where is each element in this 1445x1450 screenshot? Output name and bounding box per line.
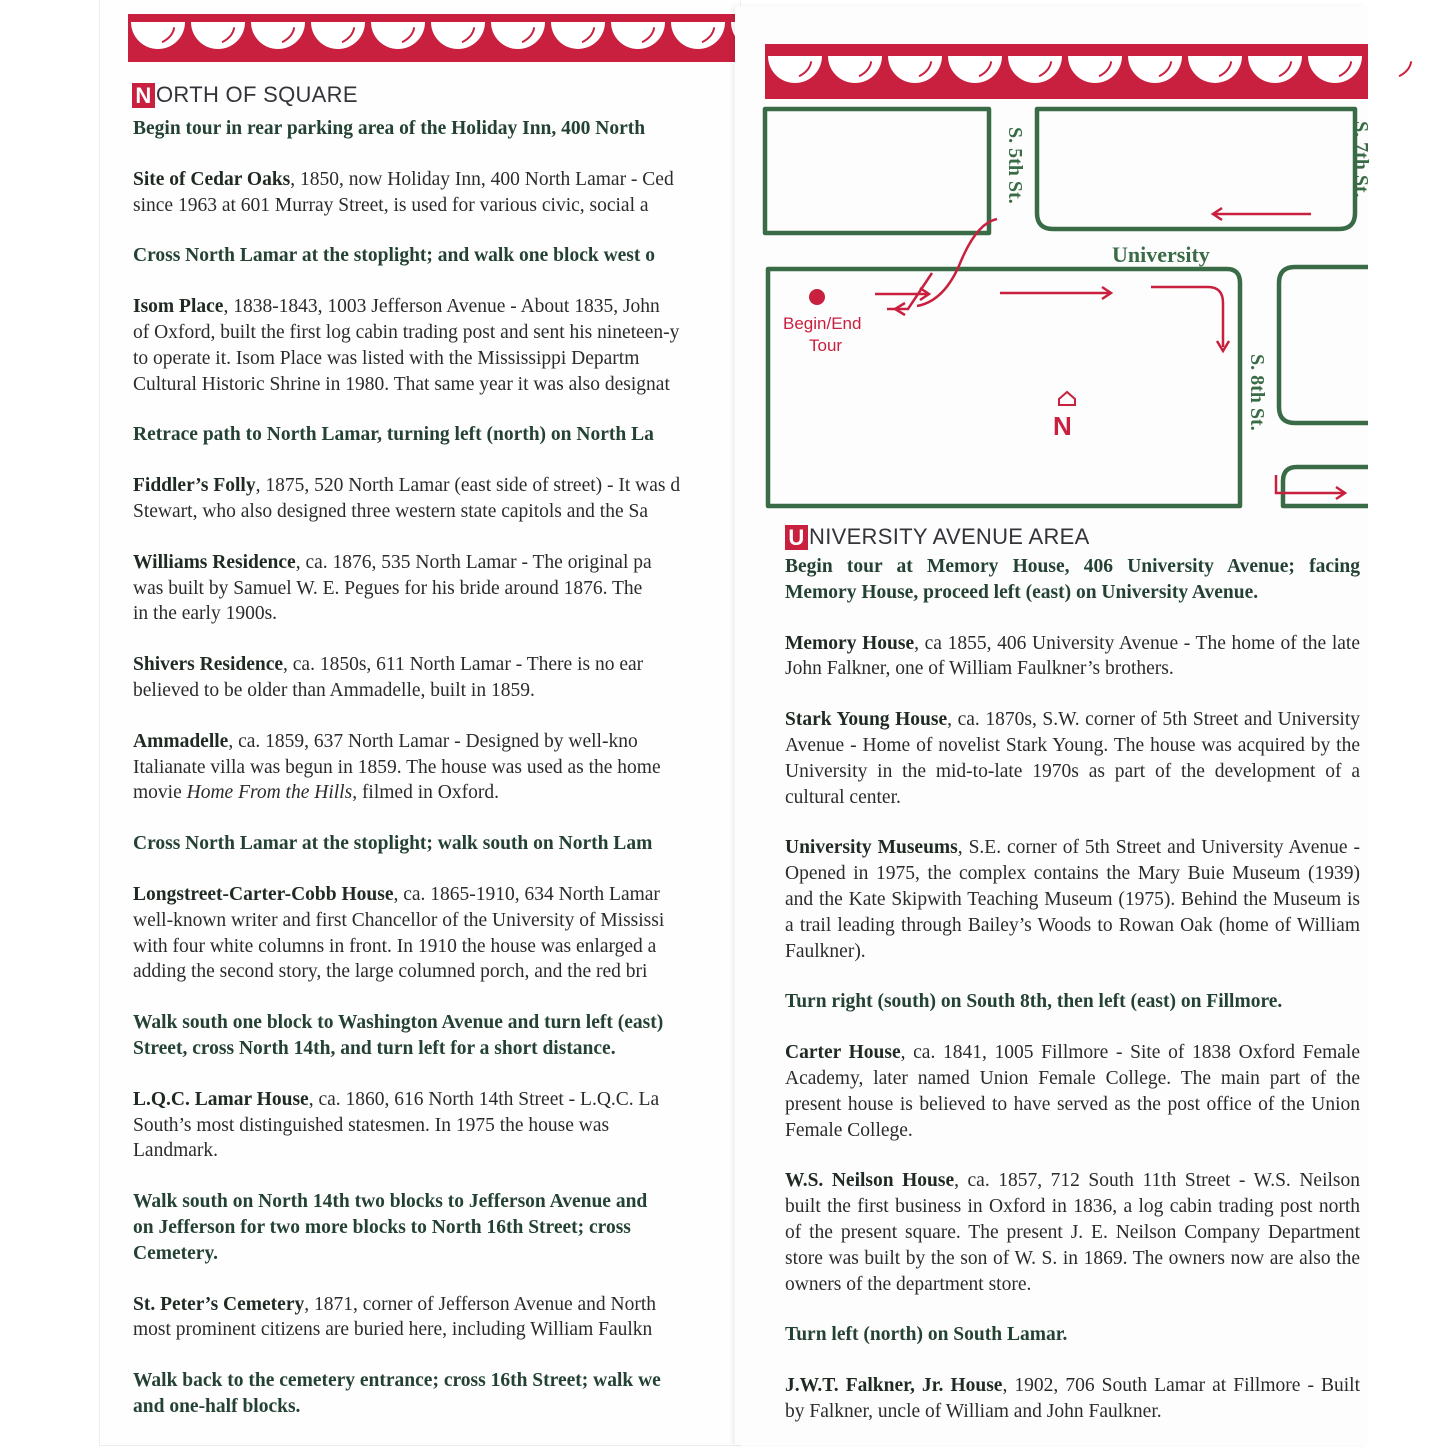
entry-text: , ca. 1865-1910, 634 North Lamar	[393, 883, 660, 905]
entry-text: on Jefferson for two more blocks to North 16th Street; cross	[133, 1216, 631, 1238]
entry-text: South’s most distinguished statesmen. In 1975 the house was	[133, 1114, 610, 1136]
map-block-n	[1037, 109, 1355, 229]
section-title-university-avenue	[785, 524, 1090, 550]
entry-text: believed to be older than Ammadelle, built in 1859.	[133, 679, 535, 701]
entry-text: Cultural Historic Shrine in 1980. That same year it was also designat	[133, 373, 670, 395]
entry-text: Begin tour at Memory House, 406 University Avenue; facing Memory House, proceed left (east) on University Avenue.	[785, 556, 1360, 603]
tour-direction	[133, 243, 753, 269]
site-name: W.S. Neilson House	[785, 1170, 955, 1192]
site-name: Site of Cedar Oaks	[133, 168, 291, 190]
tour-direction	[785, 1322, 1360, 1348]
entry-text: , 1838-1843, 1003 Jefferson Avenue - About 1835, John	[223, 296, 660, 318]
entry-text: since 1963 at 601 Murray Street, is used for various civic, social a	[133, 194, 649, 216]
map-block-sw	[768, 269, 1240, 506]
entry-text: Walk south on North 14th two blocks to Jefferson Avenue and	[133, 1191, 648, 1213]
site-entry	[785, 1040, 1360, 1143]
section-initial: N	[132, 83, 155, 108]
begin-end-label: Begin/End	[783, 314, 862, 333]
site-name: St. Peter’s Cemetery	[133, 1293, 305, 1315]
entry-text: , 1902, 706 South Lamar at Fillmore - Built by Falkner, uncle of William and John Faulkner.	[785, 1375, 1361, 1422]
site-name: Longstreet-Carter-Cobb House	[133, 883, 394, 905]
map-block-e	[1279, 267, 1368, 283]
tour-direction	[133, 1368, 753, 1420]
site-entry	[785, 631, 1360, 683]
left-page	[100, 0, 740, 1445]
movie-title: Home From the Hills	[186, 782, 353, 804]
site-name: J.W.T. Falkner, Jr. House	[785, 1375, 1003, 1397]
entry-text: Turn left (north) on South Lamar.	[785, 1324, 1068, 1346]
site-entry	[785, 835, 1360, 964]
site-entry	[785, 1373, 1360, 1425]
entry-text: Begin tour in rear parking area of the Holiday Inn, 400 North	[133, 118, 646, 139]
tour-direction	[133, 1189, 753, 1266]
entry-text: , 1875, 520 North Lamar (east side of street) - It was d	[255, 475, 681, 497]
site-entry	[133, 294, 753, 397]
right-page	[735, 6, 1372, 1445]
street-label-5th: S. 5th St.	[1004, 127, 1026, 204]
site-name: Ammadelle	[133, 730, 229, 752]
site-name: Memory House	[785, 632, 915, 654]
entry-text: Turn right (south) on South 8th, then left (east) on Fillmore.	[785, 991, 1283, 1013]
street-label-university: University	[1112, 242, 1210, 267]
entry-text: Walk south one block to Washington Avenue and turn left (east)	[133, 1012, 664, 1034]
entry-text: to operate it. Isom Place was listed with the Mississippi Departm	[133, 347, 640, 369]
street-label-8th: S. 8th St.	[1246, 354, 1268, 431]
site-name: Williams Residence	[133, 551, 296, 573]
scallop-border-top-left	[128, 14, 738, 62]
entry-text: Cross North Lamar at the stoplight; and walk one block west o	[133, 245, 656, 267]
site-name: Stark Young House	[785, 709, 948, 731]
entry-text: Italianate villa was begun in 1859. The house was used as the home	[133, 756, 661, 778]
north-label: N	[1053, 411, 1072, 441]
site-name: Carter House	[785, 1042, 901, 1064]
site-entry	[133, 882, 753, 985]
entry-text: Retrace path to North Lamar, turning left (north) on North La	[133, 424, 654, 446]
entry-text: well-known writer and first Chancellor of the University of Mississi	[133, 909, 665, 931]
entry-text: , filmed in Oxford.	[352, 782, 499, 804]
north-arrow-icon	[1059, 392, 1075, 405]
entry-text: , ca 1855, 406 University Avenue - The home of the late John Falkner, one of William Faulkner’s brothers.	[785, 632, 1361, 680]
entry-text: , ca. 1859, 637 North Lamar - Designed by well-kno	[228, 730, 638, 752]
route-turn-south	[1151, 287, 1223, 347]
entry-text: Walk back to the cemetery entrance; cross 16th Street; walk we	[133, 1370, 661, 1392]
entry-text: Street, cross North 14th, and turn left for a short distance.	[133, 1037, 616, 1059]
entry-text: , 1871, corner of Jefferson Avenue and North	[304, 1293, 657, 1315]
tour-direction	[785, 554, 1360, 606]
entry-text: adding the second story, the large columned porch, and the red bri	[133, 961, 648, 983]
site-name: Fiddler’s Folly	[133, 475, 256, 497]
tour-direction	[133, 116, 753, 142]
map-block-nw	[765, 109, 989, 233]
entry-text: was built by Samuel W. E. Pegues for his bride around 1876. The	[133, 577, 643, 599]
section-title-north-of-square	[132, 82, 358, 108]
entry-text: Stewart, who also designed three western state capitols and the Sa	[133, 500, 648, 522]
entry-text: most prominent citizens are buried here, including William Faulkn	[133, 1319, 653, 1341]
scallop-border-top-right	[765, 44, 1368, 99]
entry-text: movie	[133, 782, 187, 804]
entry-text: Cemetery.	[133, 1242, 218, 1264]
begin-end-marker	[809, 289, 825, 305]
tour-label: Tour	[809, 336, 843, 355]
entry-text: and one-half blocks.	[133, 1395, 301, 1417]
university-avenue-entries	[785, 554, 1360, 1450]
tour-direction	[133, 1010, 753, 1062]
site-name: Shivers Residence	[133, 654, 284, 676]
entry-text: , ca. 1841, 1005 Fillmore - Site of 1838 Oxford Female Academy, later named Union Female College. The main part of the present house is believed to have served as the post office of the Union Female College.	[785, 1042, 1361, 1141]
site-entry	[785, 707, 1360, 810]
entry-text: Cross North Lamar at the stoplight; walk south on North Lam	[133, 833, 653, 855]
tour-direction	[133, 422, 753, 448]
entry-text: , S.E. corner of 5th Street and University Avenue - Opened in 1975, the complex contains the Mary Buie Museum (1939) and the Kate Skipwith Teaching Museum (1975). Behind the Museum is a trail leading through Bailey’s Woods to Rowan Oak (home of William Faulkner).	[785, 837, 1361, 962]
site-name: University Museums	[785, 837, 958, 859]
north-of-square-entries	[133, 116, 753, 1445]
site-entry	[785, 1168, 1360, 1297]
site-entry	[133, 473, 753, 525]
entry-text: in the early 1900s.	[133, 603, 278, 625]
site-entry	[133, 550, 753, 627]
tour-direction	[133, 831, 753, 857]
tour-map	[735, 101, 1372, 521]
entry-text: , ca. 1860, 616 North 14th Street - L.Q.C. La	[308, 1088, 660, 1110]
entry-text: , ca. 1850s, 611 North Lamar - There is no ear	[283, 654, 644, 676]
entry-text: with four white columns in front. In 1910 the house was enlarged a	[133, 935, 657, 957]
site-name: L.Q.C. Lamar House	[133, 1088, 309, 1110]
entry-text: , ca. 1876, 535 North Lamar - The original pa	[295, 551, 652, 573]
scallop-shape	[1368, 56, 1422, 83]
site-name: Isom Place	[133, 296, 224, 318]
entry-text: , 1850, now Holiday Inn, 400 North Lamar - Ced	[290, 168, 674, 190]
site-entry	[133, 167, 753, 219]
site-entry	[133, 1292, 753, 1344]
route-fillmore	[1276, 475, 1343, 493]
street-label-7th: S. 7th St.	[1350, 121, 1372, 198]
site-entry	[133, 1087, 753, 1164]
section-title-text: ORTH OF SQUARE	[156, 82, 358, 107]
site-entry	[133, 729, 753, 806]
section-initial: U	[785, 525, 808, 550]
entry-text: of Oxford, built the first log cabin trading post and sent his nineteen-y	[133, 321, 680, 343]
entry-text: , ca. 1857, 712 South 11th Street - W.S. Neilson built the first business in Oxford in 1836, a log cabin trading post north of the present square. The present J. E. Neilson Company Department store was built by the son of W. S. in 1869. The owners now are also the owners of the department store.	[785, 1170, 1360, 1295]
entry-text: , ca. 1870s, S.W. corner of 5th Street and University Avenue - Home of novelist Stark Young. The house was acquired by the University in the mid-to-late 1970s as part of the development of a cultural center.	[785, 709, 1360, 808]
section-title-text: NIVERSITY AVENUE AREA	[809, 524, 1090, 549]
site-entry	[133, 652, 753, 704]
tour-direction	[785, 989, 1360, 1015]
entry-text: Landmark.	[133, 1140, 219, 1162]
